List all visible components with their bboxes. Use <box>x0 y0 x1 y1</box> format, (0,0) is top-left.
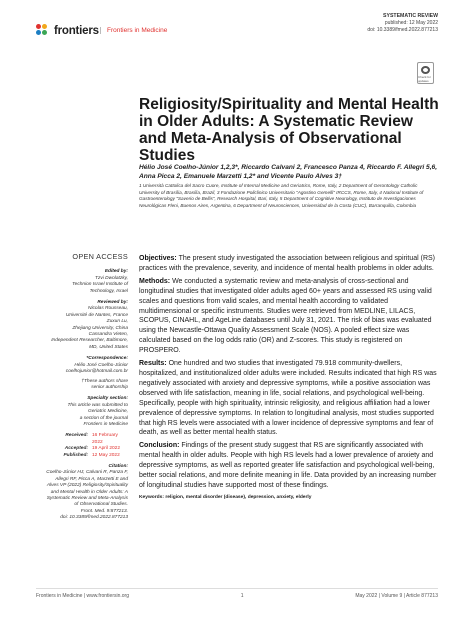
frontiers-logo-icon <box>36 24 50 38</box>
published-date-sidebar: 12 May 2022 <box>92 452 120 458</box>
affiliations: 1 Università Cattolica del Sacro Cuore, Institute of Internal Medicine and Geriatrics, Rome, Italy, 2 Department of Gerontology Catholic University of Brasília, Brasília, Brazil, 3 Fondazione Policlinico Universitario "Agostino Gemelli" IRCCS, Rome, Italy, 4 National Institute of Gastroenterology "Saverio de Bellis", Research Hospital, Bari, Italy, 5 Department of Cognitive Neurology, Instituto de Investigaciones Neurológicas Fleni, Buenos Aires, Argentina, 6 Department of Neurosciences, Universidad de la Costa (CUC), Barranquilla, Colombia <box>139 183 424 209</box>
article-title: Religiosity/Spirituality and Mental Health in Older Adults: A Systematic Review and Meta-Analysis of Observational Studies <box>139 96 439 164</box>
page-number: 1 <box>240 593 244 599</box>
frontiers-logo[interactable] <box>36 24 99 38</box>
article-sidebar <box>36 254 128 525</box>
page-footer <box>36 588 438 599</box>
specialty-block: Specialty section: This article was submitted to Geriatric Medicine, a section of the journal Frontiers in Medicine <box>67 396 128 427</box>
abstract-methods: Methods: We conducted a systematic review and meta-analysis of cross-sectional and longitudinal studies that investigated older adults aged 60+ years and assessed RS using valid scales and questions from valid scales, and mental health according to validated multidimensional or specific instruments. Studies were retrieved from MEDLINE, LILACS, SCOPUS, CINAHL, and AgeLine databases until July 31, 2021. The risk of bias was evaluated using the Newcastle-Ottawa Quality Assessment Scale (NOS). A pooled effect size was calculated based on the log odds ratio (OR) and Z-scores. This study is registered on PROSPERO. <box>139 277 432 355</box>
citation-block: Citation: Coelho-Júnior HJ, Calvani R, Panza F, Allegri RF, Picca A, Marzetti E and Alves VP (2022) Religiosity/Spirituality and Mental Health in Older Adults: A Systematic Review and Meta-Analysis of Observational Studies. Front. Med. 9:877213. doi: 10.3389/fmed.2022.877213 <box>36 464 128 522</box>
edited-by-block: Edited by: Tzvi Dwolatzky, Technion Israel Institute of Technology, Israel <box>72 269 128 294</box>
brand-name: frontiers <box>54 25 99 37</box>
accepted-date: 19 April 2022 <box>92 446 121 452</box>
open-access-label: OPEN ACCESS <box>72 252 128 261</box>
article-doi[interactable]: doi: 10.3389/fmed.2022.877213 <box>367 27 438 33</box>
abstract-results: Results: One hundred and two studies that investigated 79.918 community-dwellers, hospitalized, and institutionalized older adults were included. Results indicated that high RS was negatively associated with anxiety and depressive symptoms, while a positive association was observed with life satisfaction, meaning in life, social relations, and psychological well-being. Specifically, people with high spirituality, intrinsic religiosity, and religious affiliation had a lower prevalence of depressive symptoms. In relation to longitudinal analysis, most studies supported that high RS levels were associated with a lower incidence of depressive symptoms and fear of death, as well as better mental health status. <box>139 360 437 437</box>
check-for-updates-badge[interactable] <box>417 62 434 84</box>
abstract-objectives: Objectives: The present study investigated the association between religious and spiritual (RS) practices with the prevalence, severity, and incidence of mental health problems in older adults. <box>139 255 435 272</box>
shared-authorship-note: †These authors share senior authorship <box>81 378 128 390</box>
author-list: Hélio José Coelho-Júnior 1,2,3*, Riccardo Calvani 2, Francesco Panza 4, Riccardo F. Allegri 5,6, Anna Picca 2, Emanuele Marzetti 1,2* and Vicente Paulo Alves 3† <box>139 164 438 180</box>
keywords: Keywords: religion, mental disorder (disease), depression, anxiety, elderly <box>139 494 312 500</box>
page-header <box>0 0 474 46</box>
citation-doi[interactable]: doi: 10.3389/fmed.2022.877213 <box>60 515 128 521</box>
reviewed-by-block: Reviewed by: Nicolas Rousseau, Université de Nantes, France Zuxun Lu, Zhejiang University, China Cassandra Vieten, Independent Researcher, Baltimore, MD, United States <box>51 300 128 350</box>
article-type: SYSTEMATIC REVIEW <box>383 13 438 19</box>
abstract <box>139 254 441 501</box>
footer-journal[interactable]: Frontiers in Medicine | www.frontiersin.org <box>36 593 129 599</box>
journal-name[interactable]: Frontiers in Medicine <box>100 27 167 34</box>
dates-block: Received: 16 February 2022 Accepted: 19 April 2022 Published: 12 May 2022 <box>36 433 128 459</box>
published-date: published: 12 May 2022 <box>384 20 438 26</box>
badge-text: Check for updates <box>418 75 431 83</box>
article-meta <box>367 13 438 34</box>
update-icon <box>421 66 430 74</box>
abstract-conclusion: Conclusion: Findings of the present study suggest that RS are significantly associated with mental health in older adults. People with high RS levels had a lower prevalence of anxiety and depressive symptoms, as well as reported greater life satisfaction and psychological well-being, better social relations, and more definite meaning in life. Data provided by an increasing number of longitudinal studies have supported most of these findings. <box>139 442 437 489</box>
correspondence-block: *Correspondence: Hélio José Coelho-Júnior coelhojunior@hotmail.com.br <box>36 356 128 375</box>
footer-volume: May 2022 | Volume 9 | Article 877213 <box>355 593 438 599</box>
received-date: 16 February 2022 <box>92 433 118 445</box>
correspondence-email[interactable]: coelhojunior@hotmail.com.br <box>65 369 128 375</box>
